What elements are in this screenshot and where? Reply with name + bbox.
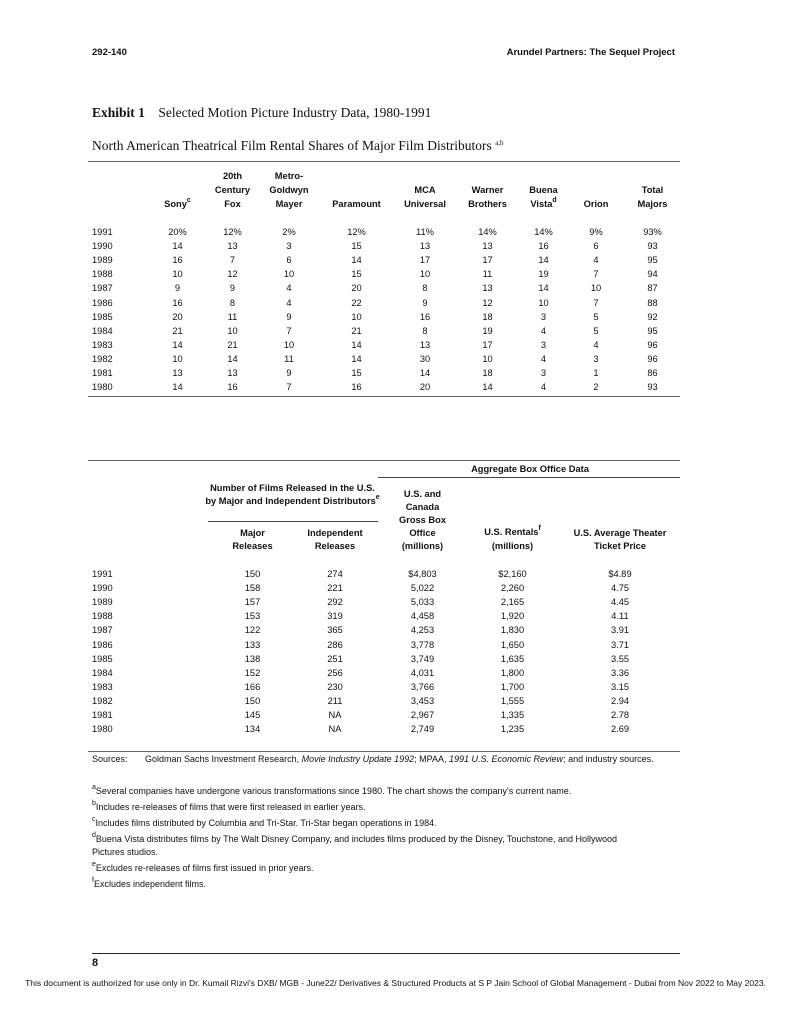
- value-cell: 9: [229, 283, 236, 294]
- table-row: [88, 324, 680, 338]
- value-cell: 319: [327, 611, 343, 622]
- value-cell: 20%: [168, 227, 187, 238]
- column-header: [318, 165, 395, 211]
- value-cell: 256: [327, 667, 343, 678]
- value-cell: 150: [244, 569, 261, 580]
- value-cell: 3,453: [410, 695, 435, 706]
- value-cell: 3: [540, 339, 547, 350]
- sources-text: ; MPAA,: [414, 754, 449, 764]
- value-cell: 10: [482, 353, 493, 364]
- table-row: [88, 708, 680, 722]
- value-cell: 16: [172, 297, 183, 308]
- value-cell: 10: [227, 325, 238, 336]
- year-cell: 1987: [92, 625, 113, 636]
- footnote-mark: c: [92, 816, 96, 823]
- value-cell: 95: [647, 255, 658, 266]
- value-cell: 1,830: [500, 625, 525, 636]
- value-cell: 13: [482, 283, 493, 294]
- column-header: [260, 165, 318, 211]
- value-cell: 12: [227, 269, 238, 280]
- value-cell: 157: [244, 597, 261, 608]
- value-cell: 2,967: [410, 710, 435, 721]
- column-header: [215, 482, 290, 553]
- value-cell: 133: [244, 639, 261, 650]
- value-cell: 4: [286, 297, 292, 308]
- page-number: 8: [92, 957, 99, 969]
- value-cell: 2,260: [500, 583, 525, 594]
- table-row: [88, 694, 680, 708]
- table-row: [88, 239, 680, 253]
- value-cell: 11%: [416, 227, 434, 238]
- exhibit-label: Exhibit 1: [92, 105, 145, 120]
- value-cell: 21: [351, 325, 362, 336]
- footnote-mark: f: [92, 877, 94, 884]
- value-cell: $2,160: [498, 569, 527, 580]
- value-cell: 5,033: [410, 597, 435, 608]
- table-row: [88, 581, 680, 595]
- value-cell: 7: [286, 382, 292, 393]
- value-cell: 9: [174, 283, 181, 294]
- table1-title-sup: a,b: [495, 139, 504, 147]
- value-cell: 92: [647, 311, 658, 322]
- value-cell: 7: [286, 325, 292, 336]
- case-title: Arundel Partners: The Sequel Project: [506, 47, 675, 58]
- value-cell: 94: [647, 269, 658, 280]
- value-cell: 2: [593, 382, 599, 393]
- value-cell: 11: [482, 269, 493, 280]
- value-cell: 10: [419, 269, 431, 280]
- value-cell: 9%: [589, 227, 603, 238]
- column-header-label: Warner Brothers: [468, 185, 507, 209]
- value-cell: 19: [482, 325, 493, 336]
- table-row: [88, 253, 680, 267]
- value-cell: 3,749: [410, 653, 435, 664]
- table1-title: North American Theatrical Film Rental Shares of Major Film Distributors: [92, 138, 492, 153]
- value-cell: 221: [327, 583, 343, 594]
- value-cell: 15: [351, 241, 362, 252]
- column-header: [205, 165, 260, 211]
- footnote: [92, 785, 652, 798]
- year-cell: 1981: [92, 368, 113, 379]
- value-cell: 21: [172, 325, 183, 336]
- value-cell: 10: [351, 311, 362, 322]
- value-cell: 14: [351, 339, 362, 350]
- year-cell: 1981: [92, 710, 113, 721]
- value-cell: 3.55: [610, 653, 630, 664]
- value-cell: 93: [647, 241, 658, 252]
- column-header-sup: f: [538, 525, 541, 532]
- column-header: [150, 165, 205, 211]
- value-cell: 93: [647, 382, 658, 393]
- value-cell: 10: [172, 353, 183, 364]
- value-cell: 9: [422, 297, 428, 308]
- footnote-mark: d: [92, 832, 96, 839]
- value-cell: 150: [244, 695, 261, 706]
- value-cell: 14: [172, 339, 183, 350]
- value-cell: 3: [540, 311, 547, 322]
- column-header: [625, 165, 680, 211]
- value-cell: 7: [593, 269, 599, 280]
- value-cell: NA: [328, 710, 342, 721]
- value-cell: 10: [590, 283, 602, 294]
- value-cell: 286: [327, 639, 343, 650]
- table-row: [88, 623, 680, 637]
- column-header: [560, 482, 680, 553]
- table-row: [88, 338, 680, 352]
- value-cell: 145: [244, 710, 261, 721]
- value-cell: 96: [647, 339, 658, 350]
- value-cell: 18: [482, 368, 493, 379]
- value-cell: 4.11: [611, 611, 629, 622]
- value-cell: 365: [327, 625, 343, 636]
- value-cell: 5: [593, 311, 599, 322]
- value-cell: 3,778: [410, 639, 435, 650]
- value-cell: 14: [538, 255, 549, 266]
- footnote: [92, 862, 652, 875]
- value-cell: 12%: [347, 227, 366, 238]
- case-code: 292-140: [92, 47, 127, 58]
- value-cell: 15: [351, 269, 362, 280]
- value-cell: 3: [540, 368, 547, 379]
- value-cell: 10: [283, 269, 295, 280]
- column-header-label: Total Majors: [637, 185, 668, 209]
- column-header-label: U.S. Average Theater Ticket Price: [573, 528, 667, 551]
- year-cell: 1986: [92, 297, 113, 308]
- value-cell: 230: [327, 681, 343, 692]
- value-cell: 4: [540, 382, 547, 393]
- value-cell: 86: [647, 368, 658, 379]
- footnote-text: Buena Vista distributes films by The Walt Disney Company, and includes films produced by the Disney, Touchstone, and Hollywood Pictures studios.: [92, 834, 618, 857]
- value-cell: 166: [244, 681, 261, 692]
- value-cell: 14: [351, 255, 362, 266]
- value-cell: 8: [422, 283, 428, 294]
- year-cell: 1991: [92, 569, 113, 580]
- aggregate-box-office-heading: Aggregate Box Office Data: [471, 464, 589, 474]
- value-cell: 4: [593, 339, 599, 350]
- value-cell: 4,458: [410, 611, 435, 622]
- table-row: [88, 722, 680, 736]
- footnote-mark: e: [92, 861, 96, 868]
- sources-note: [92, 753, 682, 766]
- value-cell: 158: [244, 583, 261, 594]
- table-row: [88, 225, 680, 239]
- column-header: [290, 482, 380, 553]
- column-header-label: U.S. and Canada Gross Box Office (millions): [398, 489, 446, 551]
- column-header-label: Orion: [583, 199, 609, 209]
- column-header-label: U.S. Rentals: [484, 527, 539, 537]
- value-cell: 7: [229, 255, 236, 266]
- value-cell: 3: [593, 353, 599, 364]
- column-header-label: MCA Universal: [404, 185, 446, 209]
- value-cell: 16: [419, 311, 431, 322]
- value-cell: 6: [286, 255, 292, 266]
- rental-shares-table: [88, 165, 680, 394]
- value-cell: 122: [244, 625, 261, 636]
- value-cell: 1,555: [500, 695, 525, 706]
- value-cell: 13: [419, 241, 431, 252]
- sources-label: Sources:: [92, 754, 128, 764]
- column-header-label: 20th Century Fox: [214, 171, 251, 209]
- year-cell: 1988: [92, 269, 113, 280]
- table1-title-wrap: [92, 138, 504, 154]
- exhibit-title: Selected Motion Picture Industry Data, 1980-1991: [158, 105, 432, 120]
- authorization-footer: This document is authorized for use only in Dr. Kumail Rizvi's DXB/ MGB - June22/ Derivatives & Structured Products at S P Jain School of Global Management - Dubai from Nov 2022 to May 2023.: [25, 978, 766, 988]
- year-cell: 1982: [92, 353, 113, 364]
- year-cell: 1982: [92, 695, 113, 706]
- value-cell: 13: [172, 368, 183, 379]
- year-cell: 1989: [92, 597, 113, 608]
- value-cell: 96: [647, 353, 658, 364]
- value-cell: 14%: [478, 227, 497, 238]
- value-cell: 10: [172, 269, 183, 280]
- value-cell: 30: [419, 353, 431, 364]
- year-cell: 1983: [92, 681, 113, 692]
- value-cell: 12: [482, 297, 493, 308]
- value-cell: 3.15: [610, 681, 630, 692]
- column-header-label: Major Releases: [232, 528, 273, 551]
- year-cell: 1986: [92, 639, 113, 650]
- value-cell: 1,635: [500, 653, 525, 664]
- value-cell: 3.36: [610, 667, 630, 678]
- footnote-text: Includes films distributed by Columbia and Tri-Star. Tri-Star began operations in 1984.: [95, 818, 437, 828]
- value-cell: 5: [593, 325, 599, 336]
- value-cell: 3.91: [610, 625, 630, 636]
- year-cell: 1983: [92, 339, 113, 350]
- value-cell: 2%: [282, 227, 296, 238]
- column-header-sup: c: [186, 197, 191, 204]
- table1-top-rule: [88, 161, 680, 162]
- value-cell: 16: [351, 382, 362, 393]
- year-cell: 1987: [92, 283, 113, 294]
- column-header: [520, 165, 567, 211]
- value-cell: 21: [227, 339, 238, 350]
- value-cell: 2.69: [610, 724, 630, 735]
- value-cell: 2.78: [610, 710, 630, 721]
- value-cell: 292: [327, 597, 343, 608]
- footnote-text: Excludes re-releases of films first issued in prior years.: [95, 863, 314, 873]
- footnote-mark: b: [92, 800, 96, 807]
- table-row: [88, 267, 680, 281]
- value-cell: 14: [482, 382, 493, 393]
- column-header-label: Paramount: [332, 199, 381, 209]
- column-header: [567, 165, 625, 211]
- value-cell: 14: [172, 241, 183, 252]
- value-cell: 22: [351, 297, 362, 308]
- value-cell: 14%: [534, 227, 553, 238]
- value-cell: 13: [227, 368, 238, 379]
- value-cell: NA: [328, 724, 342, 735]
- table2-bottom-rule: [88, 751, 680, 752]
- value-cell: 1: [593, 368, 599, 379]
- value-cell: 274: [327, 569, 343, 580]
- column-header-label: Buena Vista: [529, 185, 558, 209]
- year-cell: 1989: [92, 255, 113, 266]
- column-header: [380, 482, 465, 553]
- value-cell: 14: [419, 368, 431, 379]
- value-cell: 13: [227, 241, 238, 252]
- table1-bottom-rule: [88, 396, 680, 397]
- page-bottom-rule: [92, 953, 680, 954]
- value-cell: 1,920: [500, 611, 525, 622]
- value-cell: 9: [286, 368, 292, 379]
- footnote-mark: a: [92, 784, 96, 791]
- year-cell: 1988: [92, 611, 113, 622]
- value-cell: 6: [593, 241, 599, 252]
- table-row: [88, 652, 680, 666]
- year-cell: 1985: [92, 311, 113, 322]
- group2-rule: [378, 477, 680, 478]
- value-cell: 1,335: [500, 710, 525, 721]
- value-cell: 10: [538, 297, 549, 308]
- films-released-heading-text: Number of Films Released in the U.S. by Major and Independent Distributors: [205, 483, 376, 506]
- value-cell: 12%: [223, 227, 242, 238]
- value-cell: 4: [540, 353, 547, 364]
- value-cell: $4,803: [408, 569, 437, 580]
- value-cell: 4,031: [410, 667, 435, 678]
- value-cell: 10: [283, 339, 295, 350]
- table-row: [88, 609, 680, 623]
- value-cell: 138: [244, 653, 261, 664]
- value-cell: 5,022: [410, 583, 435, 594]
- table-row: [88, 638, 680, 652]
- value-cell: 17: [482, 255, 493, 266]
- value-cell: 20: [419, 382, 431, 393]
- table-row: [88, 567, 680, 581]
- value-cell: 13: [419, 339, 431, 350]
- value-cell: 17: [482, 339, 493, 350]
- value-cell: $4.89: [608, 569, 632, 580]
- value-cell: 4,253: [410, 625, 435, 636]
- table-row: [88, 380, 680, 394]
- year-cell: 1990: [92, 241, 113, 252]
- value-cell: 211: [327, 695, 343, 706]
- year-cell: 1990: [92, 583, 113, 594]
- column-header-label: Metro-Goldwyn Mayer: [269, 171, 309, 209]
- footnotes: [92, 785, 652, 894]
- year-cell: 1980: [92, 724, 113, 735]
- value-cell: 20: [172, 311, 183, 322]
- value-cell: 2,749: [410, 724, 435, 735]
- value-cell: 8: [422, 325, 428, 336]
- value-cell: 2,165: [500, 597, 525, 608]
- value-cell: 18: [482, 311, 493, 322]
- value-cell: 1,235: [500, 724, 525, 735]
- value-cell: 7: [593, 297, 599, 308]
- value-cell: 17: [419, 255, 431, 266]
- year-cell: 1984: [92, 325, 113, 336]
- value-cell: 14: [172, 382, 183, 393]
- value-cell: 3,766: [410, 681, 435, 692]
- sources-title-2: 1991 U.S. Economic Review: [449, 754, 564, 764]
- value-cell: 2.94: [610, 695, 630, 706]
- box-office-table: [88, 482, 680, 736]
- value-cell: 152: [244, 667, 261, 678]
- value-cell: 9: [286, 311, 292, 322]
- value-cell: 13: [482, 241, 493, 252]
- year-cell: 1985: [92, 653, 113, 664]
- value-cell: 16: [227, 382, 238, 393]
- value-cell: 4: [540, 325, 547, 336]
- value-cell: 4.45: [610, 597, 630, 608]
- sources-text: Goldman Sachs Investment Research,: [145, 754, 302, 764]
- value-cell: 1,800: [500, 667, 525, 678]
- sources-title-1: Movie Industry Update 1992: [301, 754, 415, 764]
- footnote: [92, 833, 652, 859]
- films-released-sup: e: [375, 494, 380, 501]
- footnote-text: Includes re-releases of films that were first released in earlier years.: [95, 802, 366, 812]
- column-header-unit: (millions): [491, 541, 534, 551]
- column-header: [455, 165, 520, 211]
- value-cell: 20: [351, 283, 362, 294]
- value-cell: 88: [647, 297, 658, 308]
- value-cell: 1,700: [500, 681, 525, 692]
- year-cell: 1984: [92, 667, 113, 678]
- value-cell: 4: [593, 255, 599, 266]
- sources-text: ; and industry sources.: [563, 754, 654, 764]
- table2-top-rule: [88, 460, 680, 461]
- value-cell: 11: [227, 311, 238, 322]
- year-cell: 1980: [92, 382, 113, 393]
- table-row: [88, 366, 680, 380]
- value-cell: 15: [351, 368, 362, 379]
- exhibit-heading: [92, 105, 431, 121]
- footnote: [92, 817, 652, 830]
- value-cell: 11: [284, 353, 294, 364]
- value-cell: 19: [538, 269, 549, 280]
- value-cell: 153: [244, 611, 261, 622]
- column-header-sup: d: [552, 197, 557, 204]
- footnote-text: Several companies have undergone various transformations since 1980. The chart shows the company's current name.: [95, 786, 572, 796]
- value-cell: 4.75: [610, 583, 630, 594]
- footnote: [92, 878, 652, 891]
- value-cell: 87: [647, 283, 658, 294]
- value-cell: 14: [538, 283, 549, 294]
- table-row: [88, 666, 680, 680]
- value-cell: 16: [538, 241, 549, 252]
- column-header: [465, 482, 560, 553]
- table-row: [88, 352, 680, 366]
- value-cell: 93%: [643, 227, 662, 238]
- value-cell: 8: [229, 297, 236, 308]
- column-header-label: Independent Releases: [307, 528, 363, 551]
- table-row: [88, 310, 680, 324]
- table-row: [88, 296, 680, 310]
- column-header-label: Sony: [164, 199, 187, 209]
- year-cell: 1991: [92, 227, 113, 238]
- value-cell: 4: [286, 283, 292, 294]
- footnote: [92, 801, 652, 814]
- value-cell: 3.71: [610, 639, 630, 650]
- footnote-text: Excludes independent films.: [93, 879, 207, 889]
- table-row: [88, 680, 680, 694]
- column-header: [395, 165, 455, 211]
- value-cell: 16: [172, 255, 183, 266]
- value-cell: 3: [286, 241, 292, 252]
- value-cell: 95: [647, 325, 658, 336]
- table-row: [88, 281, 680, 295]
- table-row: [88, 595, 680, 609]
- value-cell: 134: [244, 724, 261, 735]
- value-cell: 14: [227, 353, 238, 364]
- value-cell: 14: [351, 353, 362, 364]
- value-cell: 251: [327, 653, 343, 664]
- value-cell: 1,650: [500, 639, 525, 650]
